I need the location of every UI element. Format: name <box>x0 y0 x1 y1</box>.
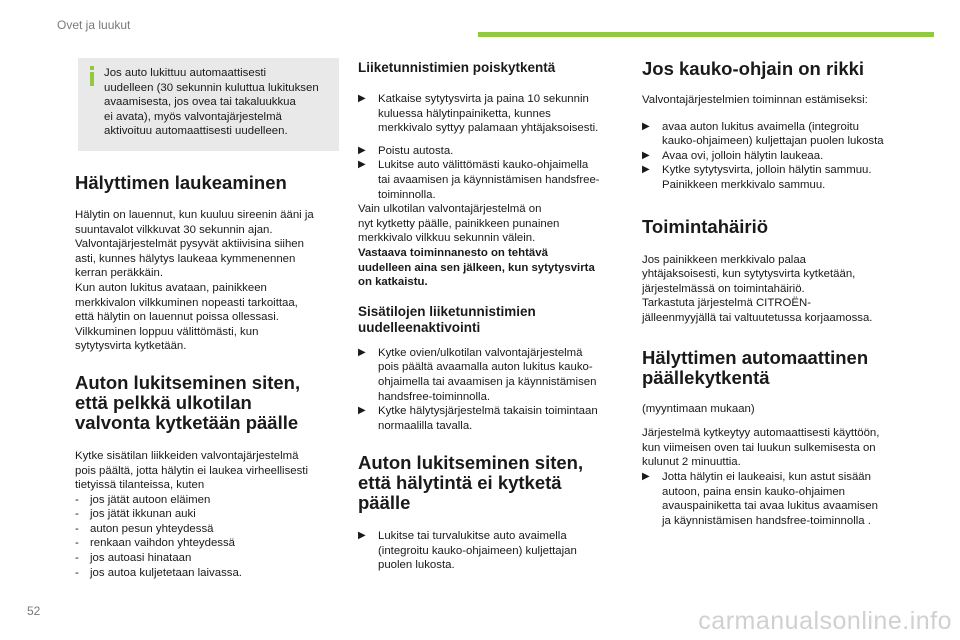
steps-reactivate <box>358 346 624 434</box>
paragraph-alarm-triggering: Hälytin on lauennut, kun kuuluu sireenin ääni ja suuntavalot vilkkuvat 30 sekunnin ajan. Valvontajärjestelmät pysyvät aktiivisina siihen asti, kunnes hälytys laukeaa kymmenennen kerran peräkkäin. Kun auton lukitus avataan, painikkeen merkkivalon vilkkuminen nopeasti tarkoittaa, että hälytin on lauennut poissa ollessasi. Vilkkuminen loppuu välittömästi, kun sytytysvirta kytketään. <box>75 208 314 353</box>
arrow-bullet-icon: ▶ <box>642 120 650 132</box>
list-item: - auton pesun yhteydessä <box>75 522 214 535</box>
list-item: ▶ Poistu autosta. <box>358 144 454 157</box>
list-item: - jos jätät ikkunan auki <box>75 508 196 521</box>
list-item: - jos autoasi hinataan <box>75 552 192 565</box>
heading-automatic-activation: Hälyttimen automaattinen päällekytkentä <box>642 346 869 388</box>
page-number: 52 <box>27 604 41 618</box>
heading-motion-sensor-reactivate: Sisätilojen liiketunnistimien uudelleenaktivointi <box>358 303 536 335</box>
list-item: ▶ Jotta hälytin ei laukeaisi, kun astut sisään autoon, paina ensin kauko-ohjaimen avauspainiketta tai avaa lukitus avaamisen ja käynnistämisen handsfree-toiminnolla . <box>642 470 878 527</box>
list-item: ▶ Kytke ovien/ulkotilan valvontajärjestelmä pois päältä avaamalla auton lukitus kauko- ohjaimella tai avaamisen ja käynnistämisen handsfree-toiminnolla. <box>358 346 597 403</box>
paragraph-remote-broken: Valvontajärjestelmien toiminnan estämiseksi: <box>642 94 868 106</box>
info-note-text: Jos auto lukittuu automaattisesti uudelleen (30 sekunnin kuluttua lukituksen avaamisesta, jos ovea tai takaluukkua ei avata), myös valvontajärjestelmä aktivoituu automaattisesti uudelleen. <box>104 67 319 138</box>
arrow-bullet-icon: ▶ <box>358 144 366 156</box>
arrow-bullet-icon: ▶ <box>358 405 366 417</box>
steps-automatic-activation <box>642 470 908 528</box>
watermark: carmanualsonline.info <box>698 607 952 635</box>
column-right <box>642 58 908 528</box>
paragraph-exterior-only-lock: Kytke sisätilan liikkeiden valvontajärjestelmä pois päältä, jotta hälytin ei laukea virheellisesti tietyissä tilanteissa, kuten <box>75 449 309 492</box>
list-item: - jos jätät autoon eläimen <box>75 493 211 506</box>
list-item: ▶ avaa auton lukitus avaimella (integroitu kauko-ohjaimeen) kuljettajan puolen lukosta <box>642 120 884 148</box>
list-item: ▶ Katkaise sytytysvirta ja paina 10 sekunnin kuluessa hälytinpainiketta, kunnes merkkivalo syttyy palamaan yhtäjaksoisesti. <box>358 93 599 135</box>
paragraph-market-note: (myyntimaan mukaan) <box>642 402 755 415</box>
heading-lock-without-alarm: Auton lukitseminen siten, että hälytintä ei kytketä päälle <box>358 452 584 514</box>
steps-lock-without-alarm <box>358 529 624 573</box>
info-icon <box>86 66 98 86</box>
section-title: Ovet ja luukut <box>57 18 131 32</box>
arrow-bullet-icon: ▶ <box>358 346 366 358</box>
paragraph-automatic-activation: Järjestelmä kytkeytyy automaattisesti käyttöön, kun viimeisen oven tai luukun sulkemisesta on kulunut 2 minuuttia. <box>642 427 880 469</box>
steps-disable <box>358 92 624 202</box>
info-note <box>78 58 339 151</box>
list-item: ▶ Lukitse auto välittömästi kauko-ohjaimella tai avaamisen ja käynnistämisen handsfree- toiminnolla. <box>358 159 600 201</box>
situation-list <box>75 493 337 581</box>
heading-malfunction: Toimintahäiriö <box>642 215 769 237</box>
header-accent-bar <box>478 32 934 37</box>
list-item: - jos autoa kuljetetaan laivassa. <box>75 566 242 579</box>
heading-motion-sensor-disable: Liiketunnistimien poiskytkentä <box>358 60 556 75</box>
list-item: - renkaan vaihdon yhteydessä <box>75 537 236 550</box>
arrow-bullet-icon: ▶ <box>358 159 366 171</box>
heading-exterior-only-lock: Auton lukitseminen siten, että pelkkä ulkotilan valvonta kytketään päälle <box>75 371 301 433</box>
column-left <box>75 58 337 580</box>
paragraph-malfunction: Jos painikkeen merkkivalo palaa yhtäjaksoisesti, kun sytytysvirta kytketään, järjestelmässä on toimintahäiriö. Tarkastuta järjestelmä CITROËN- jälleenmyyjällä tai valtuutetussa korjaamossa. <box>642 253 873 324</box>
arrow-bullet-icon: ▶ <box>642 149 650 161</box>
heading-remote-broken: Jos kauko-ohjain on rikki <box>642 58 865 79</box>
list-item: ▶ Kytke hälytysjärjestelmä takaisin toimintaan normaalilla tavalla. <box>358 405 598 432</box>
list-item: ▶ Kytke sytytysvirta, jolloin hälytin sammuu. Painikkeen merkkivalo sammuu. <box>642 164 872 191</box>
list-item: ▶ Avaa ovi, jolloin hälytin laukeaa. <box>642 149 824 162</box>
arrow-bullet-icon: ▶ <box>642 470 650 482</box>
paragraph-exterior-active: Vain ulkotilan valvontajärjestelmä on nyt kytketty päälle, painikkeen punainen merkkivalo vilkkuu sekunnin välein. <box>358 203 560 245</box>
list-item: ▶ Lukitse tai turvalukitse auto avaimella (integroitu kauko-ohjaimeen) kuljettajan puolen lukosta. <box>358 530 577 572</box>
steps-remote-broken <box>642 120 908 193</box>
heading-alarm-triggering: Hälyttimen laukeaminen <box>75 171 287 193</box>
paragraph-repeat-warning: Vastaava toiminnanesto on tehtävä uudelleen aina sen jälkeen, kun sytytysvirta on katkaistu. <box>358 246 595 289</box>
arrow-bullet-icon: ▶ <box>358 93 366 104</box>
column-middle <box>358 58 624 573</box>
arrow-bullet-icon: ▶ <box>642 164 650 176</box>
arrow-bullet-icon: ▶ <box>358 530 366 542</box>
